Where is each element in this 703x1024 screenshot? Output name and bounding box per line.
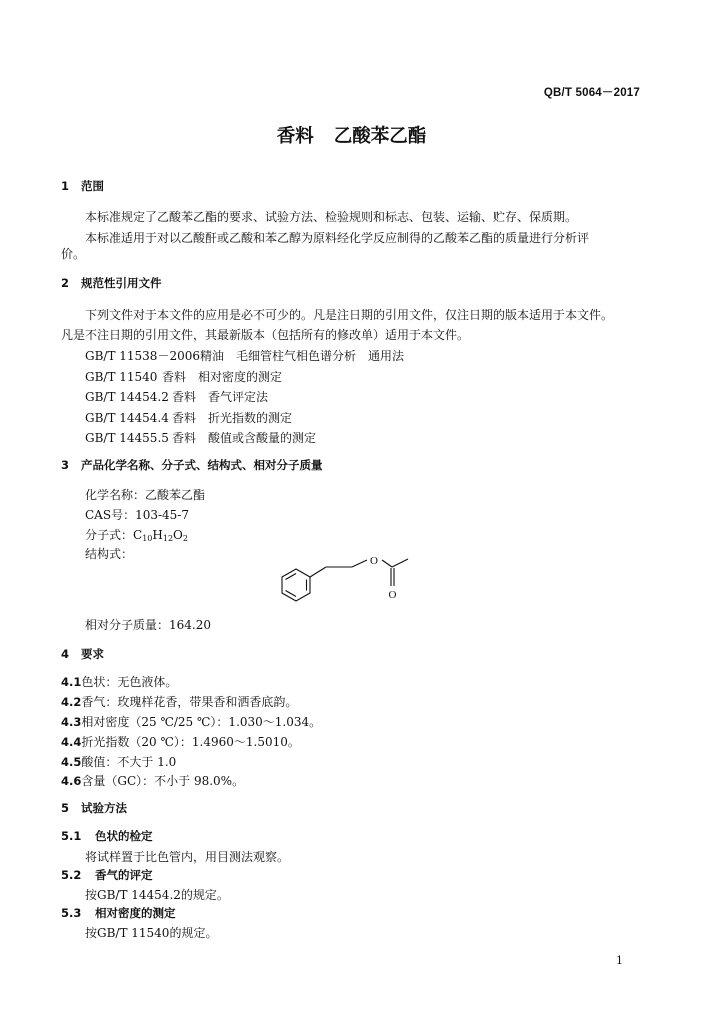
- reference-item: [85, 368, 282, 385]
- section-number: 1: [61, 179, 70, 193]
- section-number: 5: [61, 801, 70, 815]
- carbonyl-oxygen-label: O: [388, 589, 397, 601]
- page-number: 1: [616, 954, 623, 967]
- section-title: 规范性引用文件: [81, 276, 162, 290]
- subsection-title: 香气的评定: [95, 868, 153, 882]
- title-part1: 香料: [276, 126, 314, 147]
- subsection-heading: [61, 867, 153, 883]
- paragraph: 将试样置于比色管内，用目测法观察。: [85, 850, 290, 864]
- section-number: 2: [61, 276, 70, 290]
- paragraph: 本标准规定了乙酸苯乙酯的要求、试验方法、检验规则和标志、包装、运输、贮存、保质期。: [85, 210, 578, 224]
- subsection-heading: [61, 905, 176, 921]
- formula-label: 分子式：: [85, 528, 134, 542]
- requirement-item: [61, 733, 300, 750]
- formula-element: O: [173, 528, 183, 542]
- structural-formula: [270, 555, 430, 605]
- reference-code: GB/T 14455.5: [85, 431, 169, 445]
- subsection-number: 5.1: [61, 829, 82, 843]
- section-1-heading: [61, 178, 104, 194]
- paragraph-continuation: 价。: [61, 247, 86, 261]
- item-number: 4.1: [61, 675, 82, 689]
- item-text: 相对密度（25 ℃/25 ℃）：1.030～1.034。: [81, 715, 322, 729]
- reference-item: [85, 409, 292, 426]
- formula-element: C: [133, 528, 143, 542]
- reference-code: GB/T 11538－2006: [85, 349, 200, 363]
- paragraph: 下列文件对于本文件的应用是必不可少的。凡是注日期的引用文件，仅注日期的版本适用于本文件。: [85, 308, 614, 322]
- requirement-item: [61, 772, 244, 789]
- item-text: 色状：无色液体。: [81, 675, 178, 689]
- section-title: 试验方法: [81, 801, 127, 815]
- formula-subscript: 2: [182, 534, 188, 543]
- section-title: 要求: [81, 647, 104, 661]
- subsection-heading: [61, 828, 153, 844]
- section-2-heading: [61, 275, 162, 291]
- subsection-number: 5.3: [61, 906, 82, 920]
- formula-subscript: 10: [142, 534, 153, 543]
- reference-code: GB/T 14454.4: [85, 411, 169, 425]
- item-text: 含量（GC）：不小于 98.0%。: [81, 774, 245, 788]
- section-5-heading: [61, 800, 127, 816]
- title-part2: 乙酸苯乙酯: [333, 126, 427, 147]
- section-title: 范围: [81, 179, 104, 193]
- requirement-item: [61, 673, 177, 690]
- formula-element: H: [152, 528, 163, 542]
- ether-oxygen-label: O: [370, 555, 378, 567]
- reference-name: 香料 酸值或含酸量的测定: [172, 431, 317, 445]
- structure-label: 结构式：: [85, 547, 134, 561]
- subsection-number: 5.2: [61, 868, 82, 882]
- item-number: 4.4: [61, 735, 82, 749]
- reference-code: GB/T 14454.2: [85, 390, 169, 404]
- cas-number: CAS号：103-45-7: [85, 508, 189, 522]
- benzene-ring: [282, 569, 310, 601]
- reference-item: [85, 429, 316, 446]
- section-3-heading: [61, 457, 323, 473]
- reference-code: GB/T 11540: [85, 370, 158, 384]
- item-number: 4.5: [61, 755, 82, 769]
- subsection-title: 色状的检定: [95, 829, 153, 843]
- item-text: 酸值：不大于 1.0: [81, 755, 177, 769]
- requirement-item: [61, 693, 297, 710]
- item-number: 4.3: [61, 715, 82, 729]
- reference-name: 精油 毛细管柱气相色谱分析 通用法: [200, 349, 405, 363]
- section-number: 3: [61, 458, 70, 472]
- requirement-item: [61, 753, 176, 770]
- page-title: [0, 122, 703, 148]
- paragraph: 按GB/T 11540的规定。: [85, 926, 218, 940]
- item-number: 4.2: [61, 695, 82, 709]
- subsection-title: 相对密度的测定: [95, 906, 176, 920]
- item-text: 折光指数（20 ℃）：1.4960～1.5010。: [81, 735, 300, 749]
- paragraph-continuation: 凡是不注日期的引用文件，其最新版本（包括所有的修改单）适用于本文件。: [61, 328, 470, 342]
- reference-name: 香料 相对密度的测定: [162, 370, 283, 384]
- paragraph: 本标准适用于对以乙酸酐或乙酸和苯乙醇为原料经化学反应制得的乙酸苯乙酯的质量进行分析评: [85, 231, 590, 245]
- item-text: 香气：玫瑰样花香，带果香和洒香底韵。: [81, 695, 298, 709]
- formula-subscript: 12: [162, 534, 174, 543]
- section-title: 产品化学名称、分子式、结构式、相对分子质量: [81, 458, 323, 472]
- molecular-weight: 相对分子质量：164.20: [85, 618, 211, 632]
- standard-number: QB/T 5064－2017: [543, 87, 640, 99]
- paragraph: 按GB/T 14454.2的规定。: [85, 888, 229, 902]
- reference-name: 香料 折光指数的测定: [172, 411, 293, 425]
- reference-item: [85, 388, 268, 405]
- requirement-item: [61, 713, 321, 730]
- chemical-name: 化学名称：乙酸苯乙酯: [85, 488, 206, 502]
- section-number: 4: [61, 647, 70, 661]
- section-4-heading: [61, 646, 104, 662]
- reference-item: [85, 347, 404, 364]
- side-chain: [310, 559, 408, 586]
- item-number: 4.6: [61, 774, 82, 788]
- reference-name: 香料 香气评定法: [172, 390, 269, 404]
- molecular-formula: [85, 526, 188, 543]
